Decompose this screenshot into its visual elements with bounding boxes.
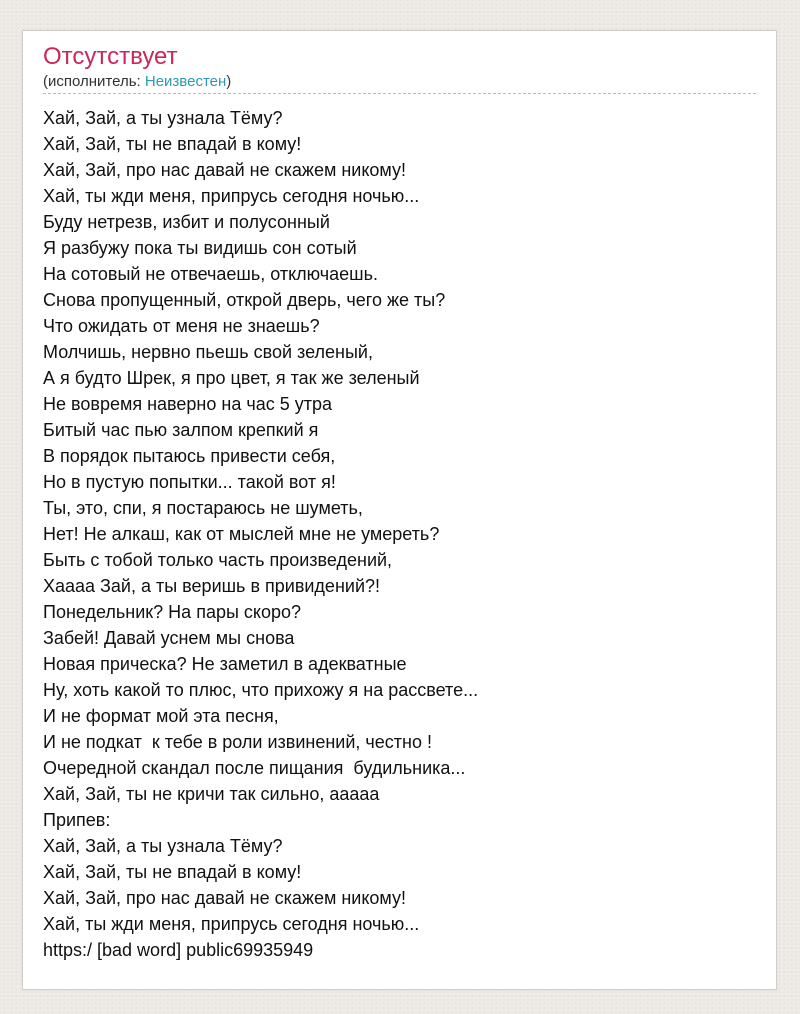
lyric-line: Ты, это, спи, я постараюсь не шуметь, bbox=[43, 498, 363, 518]
lyric-line: Хай, Зай, ты не впадай в кому! bbox=[43, 134, 302, 154]
lyric-line: В порядок пытаюсь привести себя, bbox=[43, 446, 336, 466]
lyric-line: И не подкат к тебе в роли извинений, честно ! bbox=[43, 732, 432, 752]
lyric-line: Забей! Давай уснем мы снова bbox=[43, 628, 295, 648]
lyric-line: https:/ [bad word] public69935949 bbox=[43, 940, 314, 960]
lyric-line: Я разбужу пока ты видишь сон сотый bbox=[43, 238, 357, 258]
lyric-line: Хай, Зай, ты не впадай в кому! bbox=[43, 862, 302, 882]
lyric-line: Хай, Зай, а ты узнала Тёму? bbox=[43, 108, 283, 128]
lyrics-card bbox=[22, 30, 777, 990]
lyric-line: Что ожидать от меня не знаешь? bbox=[43, 316, 320, 336]
artist-prefix: (исполнитель: bbox=[43, 73, 145, 90]
lyric-line: Но в пустую попытки... такой вот я! bbox=[43, 472, 336, 492]
lyric-line: А я будто Шрек, я про цвет, я так же зеленый bbox=[43, 368, 420, 388]
lyric-line: Быть с тобой только часть произведений, bbox=[43, 550, 393, 570]
lyric-line: Буду нетрезв, избит и полусонный bbox=[43, 212, 330, 232]
lyrics-text bbox=[43, 105, 766, 963]
lyric-line: Ну, хоть какой то плюс, что прихожу я на рассвете... bbox=[43, 680, 479, 700]
artist-line bbox=[43, 73, 231, 91]
lyric-line: Не вовремя наверно на час 5 утра bbox=[43, 394, 332, 414]
artist-suffix: ) bbox=[226, 73, 232, 90]
artist-link[interactable]: Неизвестен bbox=[144, 73, 227, 90]
lyric-line: Хай, Зай, а ты узнала Тёму? bbox=[43, 836, 283, 856]
lyric-line: Хай, ты жди меня, припрусь сегодня ночью... bbox=[43, 914, 420, 934]
lyric-line: Понедельник? На пары скоро? bbox=[43, 602, 302, 622]
lyric-line: Битый час пью залпом крепкий я bbox=[43, 420, 319, 440]
title-separator bbox=[43, 93, 756, 94]
lyric-line: Хай, Зай, про нас давай не скажем никому! bbox=[43, 160, 406, 180]
lyric-line: На сотовый не отвечаешь, отключаешь. bbox=[43, 264, 379, 284]
lyric-line: Припев: bbox=[43, 810, 111, 830]
lyric-line: Хай, Зай, про нас давай не скажем никому! bbox=[43, 888, 406, 908]
song-title: Отсутствует bbox=[43, 43, 178, 70]
lyric-line: Новая прическа? Не заметил в адекватные bbox=[43, 654, 407, 674]
lyric-line: Хай, Зай, ты не кричи так сильно, ааааа bbox=[43, 784, 380, 804]
lyric-line: Хаааа Зай, а ты веришь в привидений?! bbox=[43, 576, 381, 596]
lyric-line: Очередной скандал после пищания будильника... bbox=[43, 758, 466, 778]
lyric-line: Хай, ты жди меня, припрусь сегодня ночью... bbox=[43, 186, 420, 206]
lyric-line: Снова пропущенный, открой дверь, чего же ты? bbox=[43, 290, 446, 310]
lyric-line: Молчишь, нервно пьешь свой зеленый, bbox=[43, 342, 373, 362]
lyric-line: И не формат мой эта песня, bbox=[43, 706, 279, 726]
lyric-line: Нет! Не алкаш, как от мыслей мне не умереть? bbox=[43, 524, 440, 544]
